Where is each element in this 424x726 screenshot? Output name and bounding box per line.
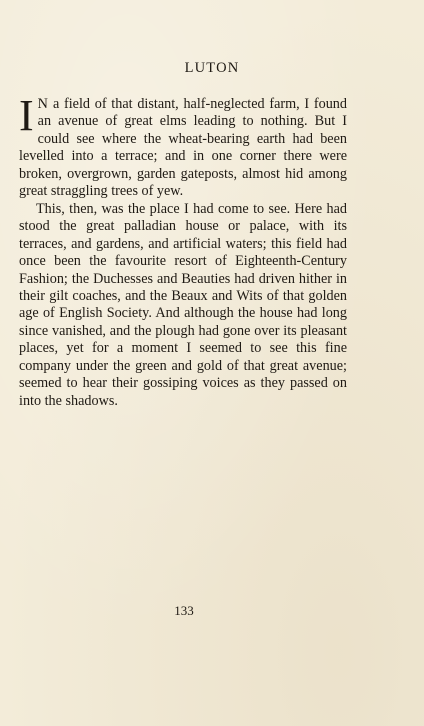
- paragraph-1: [19, 91, 347, 201]
- drop-cap: I: [19, 91, 34, 140]
- page-number: 133: [174, 603, 194, 618]
- lead-letter: N: [37, 96, 49, 112]
- running-head: LUTON: [184, 60, 240, 76]
- paragraph-1-text: a field of that distant, half-neglected farm, I found an avenue of great elms leading to nothing. But I could see where the wheat-bearing earth had been levelled into a terrace; and in one corner there were broken, overgrown, garden gateposts, almost hid among great straggling trees of yew.: [19, 96, 347, 200]
- paragraph-2: This, then, was the place I had come to see. Here had stood the great palladian house or palace, with its terraces, and gardens, and artificial waters; this field had once been the favourite resort of Eighteenth-Century Fashion; the Duchesses and Beauties had driven hither in their gilt coaches, and the Beaux and Wits of that golden age of English Society. And although the house had long since vanished, and the plough had gone over its pleasant places, yet for a moment I seemed to see this fine company under the green and gold of that great avenue; seemed to hear their gossiping voices as they passed on into the shadows.: [19, 200, 347, 409]
- body-text: [19, 91, 347, 410]
